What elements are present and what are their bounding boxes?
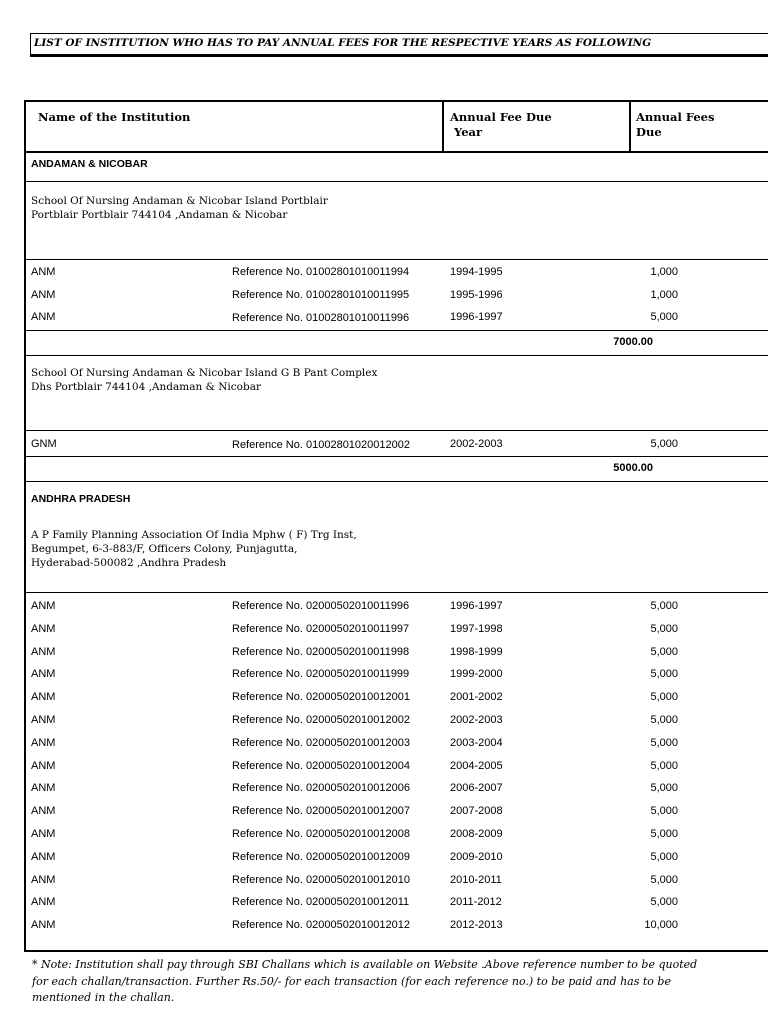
course-cell: ANM (31, 646, 56, 658)
fee-cell: 5,000 (650, 896, 678, 908)
fee-cell: 5,000 (650, 805, 678, 817)
header-fee-due-year-line2: Year (454, 125, 483, 139)
year-cell: 2001-2002 (450, 691, 503, 703)
page-title: LIST OF INSTITUTION WHO HAS TO PAY ANNUAL FEES FOR THE RESPECTIVE YEARS AS FOLLOWING (34, 37, 652, 49)
year-cell: 1997-1998 (450, 623, 503, 635)
course-cell: ANM (31, 737, 56, 749)
course-cell: ANM (31, 691, 56, 703)
reference-cell: Reference No. 02000502010012011 (232, 896, 410, 908)
institution-divider (24, 430, 768, 431)
fee-cell: 1,000 (650, 289, 678, 301)
reference-cell: Reference No. 02000502010012009 (232, 851, 410, 863)
year-cell: 2011-2012 (450, 896, 502, 908)
course-cell: ANM (31, 289, 56, 301)
header-divider (24, 151, 768, 153)
institution-divider (24, 355, 768, 356)
fee-cell: 5,000 (650, 691, 678, 703)
fee-cell: 5,000 (650, 714, 678, 726)
state-heading: ANDHRA PRADESH (31, 493, 131, 505)
total-divider (24, 456, 768, 457)
state-divider (24, 481, 768, 482)
course-cell: ANM (31, 760, 56, 772)
institution-total: 5000.00 (613, 462, 653, 474)
course-cell: ANM (31, 623, 56, 635)
institution-address-line: Portblair Portblair 744104 ,Andaman & Nicobar (31, 209, 288, 221)
fee-cell: 1,000 (650, 266, 678, 278)
fee-cell: 5,000 (650, 668, 678, 680)
year-cell: 2006-2007 (450, 782, 503, 794)
course-cell: ANM (31, 828, 56, 840)
reference-cell: Reference No. 02000502010011996 (232, 600, 410, 612)
course-cell: ANM (31, 919, 56, 931)
header-annual-fees-line1: Annual Fees (636, 110, 715, 124)
institution-divider (24, 259, 768, 260)
course-cell: GNM (31, 438, 57, 450)
fee-cell: 5,000 (650, 438, 678, 450)
year-cell: 2012-2013 (450, 919, 503, 931)
year-cell: 2010-2011 (450, 874, 502, 886)
fee-cell: 5,000 (650, 828, 678, 840)
year-cell: 2008-2009 (450, 828, 503, 840)
header-fee-due-year-line1: Annual Fee Due (450, 110, 552, 124)
course-cell: ANM (31, 714, 56, 726)
fees-table (24, 100, 768, 952)
reference-cell: Reference No. 01002801020012002 (232, 439, 410, 451)
course-cell: ANM (31, 668, 56, 680)
year-cell: 1998-1999 (450, 646, 503, 658)
year-cell: 2002-2003 (450, 714, 503, 726)
year-cell: 2007-2008 (450, 805, 503, 817)
fee-cell: 5,000 (650, 600, 678, 612)
state-divider (24, 181, 768, 182)
course-cell: ANM (31, 600, 56, 612)
reference-cell: Reference No. 02000502010011997 (232, 623, 410, 635)
reference-cell: Reference No. 02000502010011999 (232, 668, 410, 680)
total-divider (24, 330, 768, 331)
header-annual-fees-line2: Due (636, 125, 662, 139)
year-cell: 1999-2000 (450, 668, 503, 680)
course-cell: ANM (31, 874, 56, 886)
year-cell: 2002-2003 (450, 438, 503, 450)
institution-total: 7000.00 (613, 336, 653, 348)
fee-cell: 10,000 (644, 919, 678, 931)
fee-cell: 5,000 (650, 760, 678, 772)
reference-cell: Reference No. 02000502010011998 (232, 646, 410, 658)
reference-cell: Reference No. 02000502010012008 (232, 828, 410, 840)
reference-cell: Reference No. 02000502010012003 (232, 737, 410, 749)
reference-cell: Reference No. 02000502010012012 (232, 919, 410, 931)
fee-cell: 5,000 (650, 311, 678, 323)
institution-address-line: School Of Nursing Andaman & Nicobar Island G B Pant Complex (31, 367, 378, 379)
institution-address-line: Hyderabad-500082 ,Andhra Pradesh (31, 557, 227, 569)
course-cell: ANM (31, 896, 56, 908)
institution-divider (24, 592, 768, 593)
course-cell: ANM (31, 851, 56, 863)
header-institution-name: Name of the Institution (38, 110, 191, 124)
reference-cell: Reference No. 01002801010011996 (232, 312, 410, 324)
reference-cell: Reference No. 02000502010012010 (232, 874, 410, 886)
reference-cell: Reference No. 01002801010011995 (232, 289, 410, 301)
fee-cell: 5,000 (650, 851, 678, 863)
institution-address-line: A P Family Planning Association Of India Mphw ( F) Trg Inst, (31, 529, 357, 541)
fee-cell: 5,000 (650, 623, 678, 635)
institution-address-line: Begumpet, 6-3-883/F, Officers Colony, Punjagutta, (31, 543, 298, 555)
reference-cell: Reference No. 02000502010012002 (232, 714, 410, 726)
year-cell: 1994-1995 (450, 266, 503, 278)
year-cell: 1995-1996 (450, 289, 503, 301)
state-heading: ANDAMAN & NICOBAR (31, 158, 148, 170)
course-cell: ANM (31, 782, 56, 794)
payment-note: * Note: Institution shall pay through SBI Challans which is available on Website .Above reference number to be quoted for each challan/transaction. Further Rs.50/- for each transaction (for each reference no.) to be paid and has to be mentioned in the challan. (32, 958, 698, 1004)
fee-cell: 5,000 (650, 874, 678, 886)
reference-cell: Reference No. 02000502010012006 (232, 782, 410, 794)
fee-cell: 5,000 (650, 782, 678, 794)
institution-address-line: School Of Nursing Andaman & Nicobar Island Portblair (31, 195, 328, 207)
year-cell: 1996-1997 (450, 311, 503, 323)
column-divider-fees (629, 100, 631, 152)
course-cell: ANM (31, 311, 56, 323)
reference-cell: Reference No. 01002801010011994 (232, 266, 410, 278)
reference-cell: Reference No. 02000502010012004 (232, 760, 410, 772)
year-cell: 2003-2004 (450, 737, 503, 749)
year-cell: 2004-2005 (450, 760, 503, 772)
fee-cell: 5,000 (650, 737, 678, 749)
year-cell: 1996-1997 (450, 600, 503, 612)
course-cell: ANM (31, 266, 56, 278)
year-cell: 2009-2010 (450, 851, 503, 863)
reference-cell: Reference No. 02000502010012001 (232, 691, 410, 703)
reference-cell: Reference No. 02000502010012007 (232, 805, 410, 817)
course-cell: ANM (31, 805, 56, 817)
column-divider-year (442, 100, 444, 152)
institution-address-line: Dhs Portblair 744104 ,Andaman & Nicobar (31, 381, 261, 393)
fee-cell: 5,000 (650, 646, 678, 658)
